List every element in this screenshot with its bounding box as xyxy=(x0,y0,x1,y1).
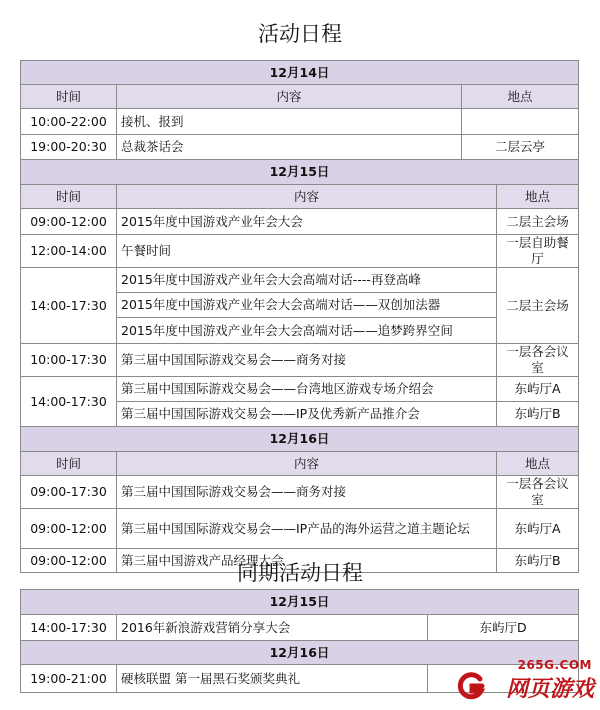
time-cell: 14:00-17:30 xyxy=(21,615,117,641)
table-row xyxy=(21,235,579,268)
content-header: 内容 xyxy=(117,185,497,209)
content-cell: 2015年度中国游戏产业年会大会高端对话——双创加法器 xyxy=(117,293,497,318)
place-cell: 二层云亭 xyxy=(462,135,579,160)
content-cell: 接机、报到 xyxy=(117,109,462,135)
page-title: 活动日程 xyxy=(258,22,342,46)
place-cell xyxy=(462,109,579,135)
content-cell: 2015年度中国游戏产业年会大会高端对话----再登高峰 xyxy=(117,268,497,293)
place-cell: 东屿厅B xyxy=(497,402,579,427)
content-header: 内容 xyxy=(117,452,497,476)
table-row xyxy=(21,476,579,509)
place-cell: 东屿厅A xyxy=(497,377,579,402)
content-cell: 2016年新浪游戏营销分享大会 xyxy=(117,615,428,641)
content-cell: 第三届中国国际游戏交易会——IP及优秀新产品推介会 xyxy=(117,402,497,427)
section-title: 同期活动日程 xyxy=(237,561,363,585)
place-cell: 二层主会场 xyxy=(497,268,579,344)
time-cell: 10:00-17:30 xyxy=(21,344,117,377)
content-cell: 第三届中国游戏产品经理大会 xyxy=(117,549,497,573)
watermark-url: 265G.COM xyxy=(517,658,592,672)
place-cell: 一层各会议室 xyxy=(497,476,579,509)
g-logo-icon xyxy=(456,671,486,701)
day-header-16 xyxy=(21,427,579,452)
table-row xyxy=(21,209,579,235)
table-row xyxy=(21,135,579,160)
content-cell: 第三届中国国际游戏交易会——台湾地区游戏专场介绍会 xyxy=(117,377,497,402)
place-cell: 东屿厅A xyxy=(497,509,579,549)
table-row xyxy=(21,509,579,549)
time-cell: 09:00-12:00 xyxy=(21,209,117,235)
time-cell: 12:00-14:00 xyxy=(21,235,117,268)
table-row xyxy=(21,268,579,293)
time-cell: 19:00-20:30 xyxy=(21,135,117,160)
day-date: 12月15日 xyxy=(21,590,579,615)
time-cell: 09:00-17:30 xyxy=(21,476,117,509)
place-header: 地点 xyxy=(462,85,579,109)
column-header-row xyxy=(21,185,579,209)
time-header: 时间 xyxy=(21,185,117,209)
watermark-name: 网页游戏 xyxy=(505,677,594,702)
time-header: 时间 xyxy=(21,85,117,109)
watermark-logo xyxy=(452,658,600,710)
table-row xyxy=(21,344,579,377)
day-date: 12月16日 xyxy=(21,641,579,665)
day-date: 12月14日 xyxy=(21,61,579,85)
time-cell: 14:00-17:30 xyxy=(21,377,117,427)
place-header: 地点 xyxy=(497,452,579,476)
content-cell: 硬核联盟 第一届黑石奖颁奖典礼 xyxy=(117,665,428,693)
time-cell: 19:00-21:00 xyxy=(21,665,117,693)
content-cell: 2015年度中国游戏产业年会大会 xyxy=(117,209,497,235)
time-cell: 09:00-12:00 xyxy=(21,509,117,549)
day-date: 12月15日 xyxy=(21,160,579,185)
place-cell: 一层各会议室 xyxy=(497,344,579,377)
place-cell: 二层主会场 xyxy=(497,209,579,235)
content-cell: 总裁茶话会 xyxy=(117,135,462,160)
place-cell: 东屿厅D xyxy=(428,615,579,641)
day-header-15 xyxy=(21,160,579,185)
content-cell: 第三届中国国际游戏交易会——商务对接 xyxy=(117,476,497,509)
content-cell: 第三届中国国际游戏交易会——IP产品的海外运营之道主题论坛 xyxy=(117,509,497,549)
time-cell: 10:00-22:00 xyxy=(21,109,117,135)
side-day-header-15 xyxy=(21,590,579,615)
content-header: 内容 xyxy=(117,85,462,109)
table-row xyxy=(21,377,579,402)
place-header: 地点 xyxy=(497,185,579,209)
content-cell: 午餐时间 xyxy=(117,235,497,268)
table-row xyxy=(21,109,579,135)
time-cell: 09:00-12:00 xyxy=(21,549,117,573)
column-header-row xyxy=(21,452,579,476)
time-cell: 14:00-17:30 xyxy=(21,268,117,344)
content-cell: 第三届中国国际游戏交易会——商务对接 xyxy=(117,344,497,377)
column-header-row xyxy=(21,85,579,109)
day-date: 12月16日 xyxy=(21,427,579,452)
table-row xyxy=(21,615,579,641)
place-cell: 一层自助餐厅 xyxy=(497,235,579,268)
time-header: 时间 xyxy=(21,452,117,476)
day-header-14 xyxy=(21,61,579,85)
content-cell: 2015年度中国游戏产业年会大会高端对话——追梦跨界空间 xyxy=(117,318,497,344)
place-cell: 东屿厅B xyxy=(497,549,579,573)
schedule-table-day15 xyxy=(20,159,579,573)
schedule-table xyxy=(20,60,579,160)
